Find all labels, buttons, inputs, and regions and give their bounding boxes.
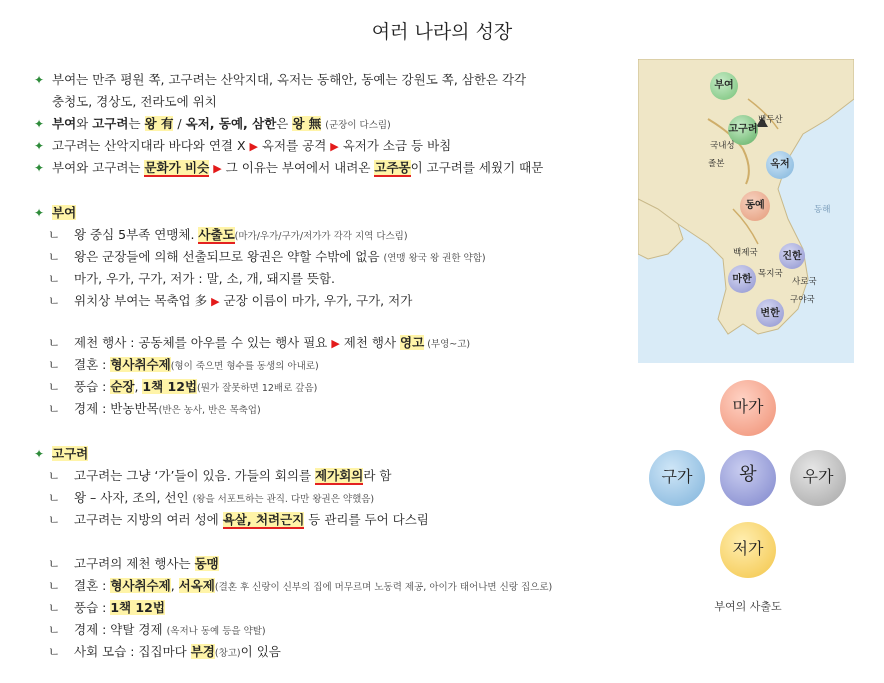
corner-arrow-icon: ㄴ bbox=[48, 622, 61, 637]
ancient-korea-map: 부여 고구려 옥저 동예 진한 마한 변한 백두산 국내성 졸본 백제국 목지국 사로국 구야국 동해 bbox=[638, 59, 854, 363]
red-triangle-icon: ▶ bbox=[330, 140, 339, 153]
goguryeo-row-1: ㄴ 고구려는 그냥 ‘가’들이 있음. 가들의 회의를 제가회의라 함 bbox=[34, 467, 391, 485]
diamond-bullet-icon: ✦ bbox=[34, 117, 45, 131]
diamond-bullet-icon: ✦ bbox=[34, 447, 45, 461]
corner-arrow-icon: ㄴ bbox=[48, 578, 61, 593]
diamond-bullet-icon: ✦ bbox=[34, 73, 45, 87]
section-goguryeo-heading: ✦ 고구려 bbox=[34, 446, 89, 461]
goguryeo-row-6: ㄴ 풍습 : 1책 12법 bbox=[34, 599, 165, 617]
buyeo-row-6: ㄴ 결혼 : 형사취수제(형이 죽으면 형수를 동생의 아내로) bbox=[34, 356, 319, 376]
red-triangle-icon: ▶ bbox=[213, 162, 222, 175]
corner-arrow-icon: ㄴ bbox=[48, 600, 61, 615]
diamond-bullet-icon: ✦ bbox=[34, 139, 45, 153]
goguryeo-row-4: ㄴ 고구려의 제천 행사는 동맹 bbox=[34, 555, 219, 573]
corner-arrow-icon: ㄴ bbox=[48, 293, 61, 308]
buyeo-row-8: ㄴ 경제 : 반농반목(반은 농사, 반은 목축업) bbox=[34, 400, 261, 420]
corner-arrow-icon: ㄴ bbox=[48, 468, 61, 483]
red-triangle-icon: ▶ bbox=[211, 295, 220, 308]
intro-line-2: ✦ 부여와 고구려는 왕 有 / 옥저, 동예, 삼한은 왕 無 (군장이 다스림) bbox=[34, 116, 391, 131]
section-buyeo-heading: ✦ 부여 bbox=[34, 205, 77, 220]
corner-arrow-icon: ㄴ bbox=[48, 512, 61, 527]
goguryeo-row-3: ㄴ 고구려는 지방의 여러 성에 욕살, 처려근지 등 관리를 두어 다스림 bbox=[34, 511, 429, 529]
red-triangle-icon: ▶ bbox=[331, 337, 340, 350]
corner-arrow-icon: ㄴ bbox=[48, 644, 61, 659]
buyeo-row-1: ㄴ 왕 중심 5부족 연맹체. 사출도(마가/우가/구가/저가가 각각 지역 다스림) bbox=[34, 226, 408, 246]
corner-arrow-icon: ㄴ bbox=[48, 249, 61, 264]
intro-line-1b: 충청도, 경상도, 전라도에 위치 bbox=[52, 94, 217, 109]
corner-arrow-icon: ㄴ bbox=[48, 227, 61, 242]
goguryeo-row-7: ㄴ 경제 : 약탈 경제 (옥저나 동예 등을 약탈) bbox=[34, 621, 266, 641]
page-title: 여러 나라의 성장 bbox=[371, 21, 513, 43]
corner-arrow-icon: ㄴ bbox=[48, 490, 61, 505]
buyeo-row-7: ㄴ 풍습 : 순장, 1책 12법(뭔가 잘못하면 12배로 갚음) bbox=[34, 378, 317, 398]
goguryeo-row-8: ㄴ 사회 모습 : 집집마다 부경(창고)이 있음 bbox=[34, 643, 281, 663]
corner-arrow-icon: ㄴ bbox=[48, 357, 61, 372]
goguryeo-row-5: ㄴ 결혼 : 형사취수제, 서옥제(결혼 후 신랑이 신부의 집에 머무르며 노동력 제공, 아이가 태어나면 신랑 집으로) bbox=[34, 577, 552, 597]
diagram-caption: 부여의 사출도 bbox=[714, 600, 782, 613]
intro-line-1: ✦ 부여는 만주 평원 쪽, 고구려는 산악지대, 옥저는 동해안, 동예는 강원도 쪽, 삼한은 각각 bbox=[34, 72, 527, 87]
red-triangle-icon: ▶ bbox=[249, 140, 258, 153]
buyeo-row-2: ㄴ 왕은 군장들에 의해 선출되므로 왕권은 약할 수밖에 없음 (연맹 왕국 왕 권한 약함) bbox=[34, 248, 486, 268]
corner-arrow-icon: ㄴ bbox=[48, 556, 61, 571]
corner-arrow-icon: ㄴ bbox=[48, 379, 61, 394]
goguryeo-row-2: ㄴ 왕 – 사자, 조의, 선인 (왕을 서포트하는 관직. 다만 왕권은 약했음) bbox=[34, 489, 374, 509]
corner-arrow-icon: ㄴ bbox=[48, 271, 61, 286]
buyeo-row-4: ㄴ 위치상 부여는 목축업 多 ▶ 군장 이름이 마가, 우가, 구가, 저가 bbox=[34, 292, 412, 311]
intro-line-3: ✦ 고구려는 산악지대라 바다와 연결 X ▶ 옥저를 공격 ▶ 옥저가 소금 등 바침 bbox=[34, 138, 452, 153]
corner-arrow-icon: ㄴ bbox=[48, 401, 61, 416]
diamond-bullet-icon: ✦ bbox=[34, 206, 45, 220]
intro-line-4: ✦ 부여와 고구려는 문화가 비슷 ▶ 그 이유는 부여에서 내려온 고주몽이 고구려를 세웠기 때문 bbox=[34, 160, 544, 175]
corner-arrow-icon: ㄴ bbox=[48, 335, 61, 350]
buyeo-row-3: ㄴ 마가, 우가, 구가, 저가 : 말, 소, 개, 돼지를 뜻함. bbox=[34, 270, 335, 288]
buyeo-row-5: ㄴ 제천 행사 : 공동체를 아우를 수 있는 행사 필요 ▶ 제천 행사 영고 (부영~고) bbox=[34, 334, 470, 354]
diamond-bullet-icon: ✦ bbox=[34, 161, 45, 175]
